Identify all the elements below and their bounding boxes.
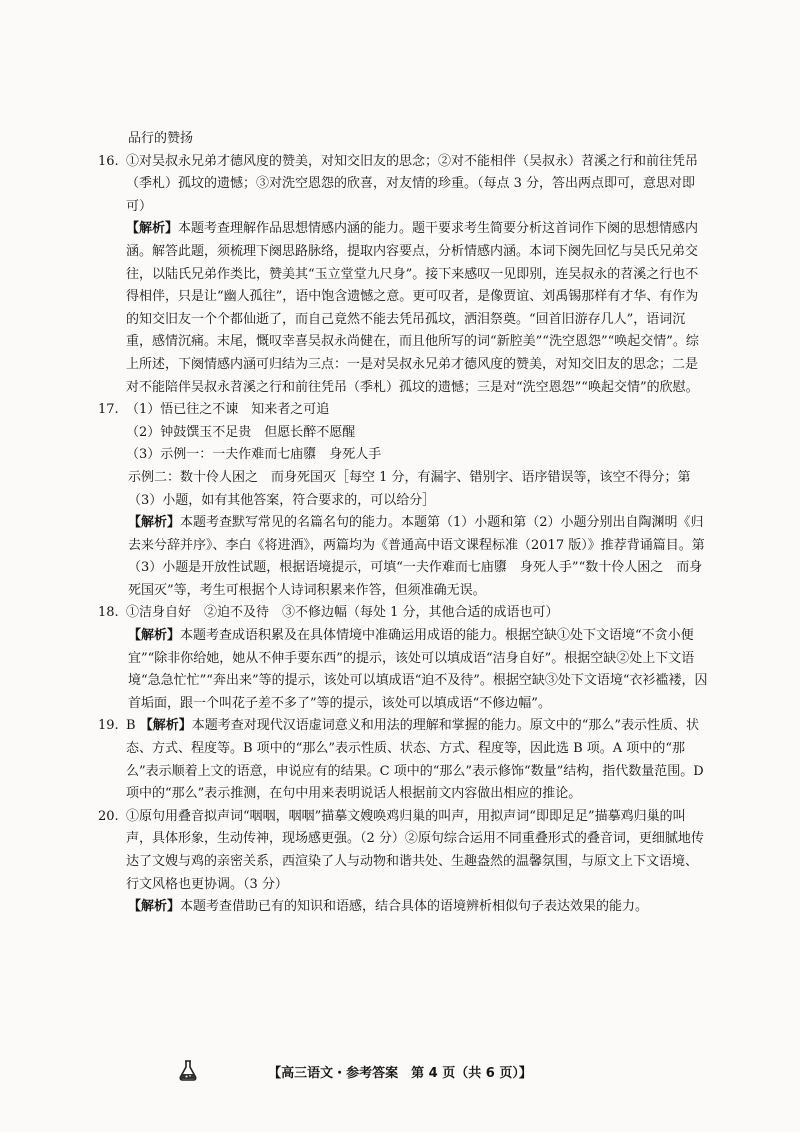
q20-analysis-text: 本题考查借助已有的知识和语感，结合具体的语境辨析相似句子表达效果的能力。: [180, 899, 649, 915]
q17-analysis-text: 本题考查默写常见的名篇名句的能力。本题第（1）小题和第（2）小题分别出自陶渊明《归去来兮辞并序》、李白《将进酒》，两篇均为《普通高中语文课程标准（2017 版）》推荐背诵篇目。第（3）小题是开放性试题，根据语境提示，可填“一夫作难而七庙隳 身死人手”“数十伶人困之 而身死国灭”等，考生可根据个人诗词积累来作答，但须准确无误。: [128, 515, 705, 598]
question-number: 18.: [98, 605, 119, 621]
q20-analysis: [128, 896, 710, 919]
question-number: 20.: [98, 808, 119, 824]
q19-answer: B: [126, 718, 140, 734]
question-17: [98, 399, 710, 467]
q17-line-1: （1）悟已往之不谏 知来者之可追: [126, 402, 330, 418]
question-number: 19.: [98, 718, 119, 734]
analysis-tag: 【解析】: [128, 515, 181, 531]
analysis-tag: 【解析】: [139, 718, 192, 734]
q18-analysis-text: 本题考查成语积累及在具体情境中准确运用成语的能力。根据空缺①处下文语境“不贪小便宜”“除非你给她，她从不伸手要东西”的提示，该处可以填成语“洁身自好”。根据空缺②处上下文语境“急急忙忙”“奔出来”等的提示，该处可以填成语“迫不及待”。根据空缺③处下文语境“衣衫褴褛，囚首垢面，跟一个叫花子差不多了”等的提示，该处可以填成语“不修边幅”。: [128, 628, 708, 711]
q18-answer: ①洁身自好 ②迫不及待 ③不修边幅（每处 1 分，其他合适的成语也可）: [126, 605, 559, 621]
q17-analysis: [128, 512, 710, 602]
analysis-tag: 【解析】: [126, 221, 179, 237]
question-20: [98, 806, 710, 896]
answer-content: [98, 128, 710, 919]
q19-analysis: [126, 715, 710, 805]
q16-analysis: [126, 218, 710, 399]
analysis-tag: 【解析】: [128, 899, 181, 915]
q18-analysis: [128, 625, 710, 715]
q17-line-3: （3）示例一：一夫作难而七庙隳 身死人手: [126, 447, 382, 463]
question-16: [98, 151, 710, 400]
q16-answer: ①对吴叔永兄弟才德风度的赞美，对知交旧友的思念；②对不能相伴（吴叔永）苕溪之行和前往凭吊（季札）孤坟的遗憾；③对洗空恩怨的欣喜，对友情的珍重。（每点 3 分，答出两点即可，意思对即可）: [126, 153, 699, 214]
q17-line-2: （2）钟鼓馔玉不足贵 但愿长醉不愿醒: [126, 424, 356, 440]
q17-line-4: 示例二：数十伶人困之 而身死国灭［每空 1 分，有漏字、错别字、语序错误等，该空不得分；第（3）小题，如有其他答案，符合要求的，可以给分］: [128, 469, 691, 508]
analysis-tag: 【解析】: [128, 628, 181, 644]
footer-page-label: 【高三语文・参考答案 第 4 页（共 6 页）】: [268, 1066, 532, 1081]
question-number: 16.: [98, 153, 119, 169]
intro-line: 品行的赞扬: [128, 131, 194, 146]
q19-analysis-text: 本题考查对现代汉语虚词意义和用法的理解和掌握的能力。原文中的“那么”表示性质、状态、方式、程度等。B 项中的“那么”表示性质、状态、方式、程度等，因此选 B 项。A 项中的“那么”表示顺着上文的语意，申说应有的结果。C 项中的“那么”表示修饰“数量”结构，指代数量范围。D 项中的“那么”表示推测，在句中用来表明说话人根据前文内容做出相应的推论。: [126, 718, 704, 802]
q20-answer: ①原句用叠音拟声词“咽咽，咽咽”描摹文嫂唤鸡归巢的叫声，用拟声词“即即足足”描摹鸡归巢的叫声，具体形象，生动传神，现场感更强。（2 分）②原句综合运用不同重叠形式的叠音词，更细腻地传达了文嫂与鸡的亲密关系，西渲染了人与动物和谐共处、生趣盎然的温馨氛围，与原文上下文语境、行文风格也更协调。（3 分）: [126, 808, 704, 892]
question-number: 17.: [98, 402, 119, 418]
question-18: [98, 602, 710, 625]
question-19: [98, 715, 710, 805]
page-footer: [0, 1058, 800, 1084]
q16-analysis-text: 本题考查理解作品思想情感内涵的能力。题干要求考生简要分析这首词作下阕的思想情感内涵。解答此题，须梳理下阕思路脉络，提取内容要点，分析情感内涵。本词下阕先回忆与吴氏兄弟交往，以陆氏兄弟作类比，赞美其“玉立堂堂九尺身”。接下来感叹一见即别，连吴叔永的苕溪之行也不得相伴，只是让“幽人孤往”，语中饱含遗憾之意。更可叹者，是像贾谊、刘禹锡那样有才华、有作为的知交旧友一个个都仙逝了，而自己竟然不能去凭吊孤坟，洒泪祭奠。“回首旧游存几人”，语词沉重，感情沉痛。末尾，慨叹幸喜吴叔永尚健在，而且他所写的词“新腔美”“洗空恩怨”“唤起交情”。综上所述，下阕情感内涵可归结为三点：一是对吴叔永兄弟才德风度的赞美，对知交旧友的思念；二是对不能陪伴吴叔永苕溪之行和前往凭吊（季札）孤坟的遗憾；三是对“洗空恩怨”“唤起交情”的欣慰。: [126, 221, 699, 395]
